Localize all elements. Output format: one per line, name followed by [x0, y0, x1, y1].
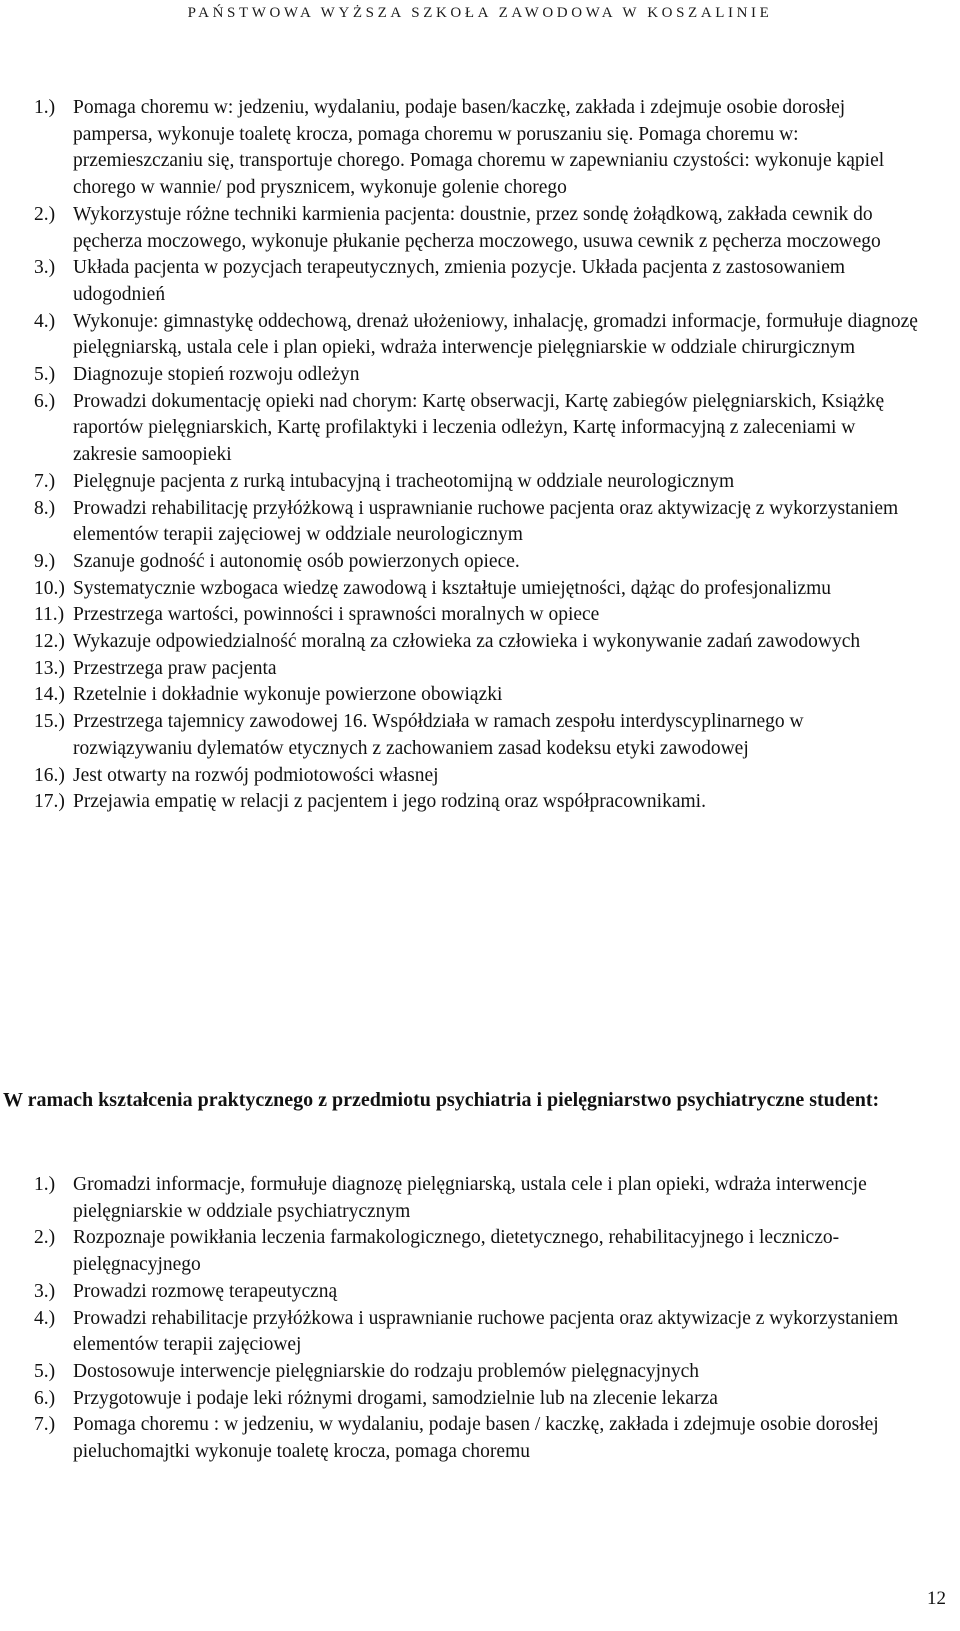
item-text: Przejawia empatię w relacji z pacjentem i jego rodziną oraz współpracownikami. — [73, 791, 706, 813]
item-number: 6.) — [34, 1387, 56, 1409]
list-item — [34, 1359, 924, 1386]
item-text: Szanuje godność i autonomię osób powierzonych opiece. — [73, 550, 520, 572]
item-number: 9.) — [34, 550, 56, 572]
item-text: Dostosowuje interwencje pielęgniarskie do rodzaju problemów pielęgnacyjnych — [73, 1360, 699, 1382]
item-text: Pielęgnuje pacjenta z rurką intubacyjną i tracheotomijną w oddziale neurologicznym — [73, 470, 735, 492]
list-item — [34, 1172, 924, 1225]
item-text: Przestrzega tajemnicy zawodowej 16. Współdziała w ramach zespołu interdyscyplinarnego w rozwiązywaniu dylematów etycznych z zachowaniem zasad kodeksu etyki zawodowej — [73, 711, 804, 759]
section-heading: W ramach kształcenia praktycznego z przedmiotu psychiatria i pielęgniarstwo psychiatryczne student: — [3, 1089, 880, 1111]
item-number: 2.) — [34, 1227, 56, 1249]
item-number: 1.) — [34, 97, 56, 118]
item-number: 17.) — [34, 791, 65, 813]
page-number: 12 — [927, 1588, 946, 1609]
list-item — [34, 309, 924, 362]
list-item — [34, 1306, 924, 1359]
item-text: Układa pacjenta w pozycjach terapeutycznych, zmienia pozycje. Układa pacjenta z zastosowaniem udogodnień — [73, 257, 846, 305]
list-item — [34, 549, 924, 576]
list-item — [34, 789, 924, 816]
item-text: Prowadzi rehabilitacje przyłóżkowa i usprawnianie ruchowe pacjenta oraz aktywizacje z wykorzystaniem elementów terapii zajęciowej — [73, 1307, 899, 1356]
item-text: Przygotowuje i podaje leki różnymi drogami, samodzielnie lub na zlecenie lekarza — [73, 1387, 718, 1409]
list-item — [34, 629, 924, 656]
list-item — [34, 709, 924, 762]
item-number: 2.) — [34, 203, 56, 225]
item-text: Diagnozuje stopień rozwoju odleżyn — [73, 364, 360, 386]
item-number: 8.) — [34, 497, 56, 519]
item-text: Prowadzi rehabilitację przyłóżkową i usprawnianie ruchowe pacjenta oraz aktywizację z wykorzystaniem elementów terapii zajęciowej w oddziale neurologicznym — [73, 497, 899, 546]
list-item — [34, 656, 924, 683]
list-item — [34, 255, 924, 308]
item-text: Wykorzystuje różne techniki karmienia pacjenta: doustnie, przez sondę żołądkową, zakłada cewnik do pęcherza moczowego, wykonuje płukanie pęcherza moczowego, usuwa cewnik z pęcherza moczowego — [73, 203, 881, 252]
item-text: Prowadzi rozmowę terapeutyczną — [73, 1280, 338, 1302]
list-item — [34, 1225, 924, 1278]
list-item — [34, 496, 924, 549]
item-text: Jest otwarty na rozwój podmiotowości własnej — [73, 764, 439, 786]
item-number: 4.) — [34, 1307, 56, 1329]
skills-list-psychiatry — [34, 1172, 924, 1466]
list-item — [34, 1279, 924, 1306]
item-number: 5.) — [34, 364, 56, 386]
list-item — [34, 469, 924, 496]
item-number: 10.) — [34, 577, 65, 599]
list-item — [34, 576, 924, 603]
list-item — [34, 1412, 924, 1465]
item-number: 14.) — [34, 684, 65, 706]
list-item — [34, 362, 924, 389]
item-number: 15.) — [34, 711, 65, 733]
institution-header: PAŃSTWOWA WYŻSZA SZKOŁA ZAWODOWA W KOSZALINIE — [187, 5, 773, 21]
item-number: 16.) — [34, 764, 65, 786]
item-text: Pomaga choremu w: jedzeniu, wydalaniu, podaje basen/kaczkę, zakłada i zdejmuje osobie dorosłej pampersa, wykonuje toaletę krocza, pomaga choremu w poruszaniu się. Pomaga choremu w: przemieszczaniu się, transportuje chorego. Pomaga choremu w zapewnianiu czystości: wykonuje kąpiel chorego w wannie/ pod prysznicem, wykonuje golenie chorego — [73, 97, 885, 199]
list-item — [34, 682, 924, 709]
list-item — [34, 1386, 924, 1413]
list-item — [34, 202, 924, 255]
list-item — [34, 763, 924, 790]
item-number: 13.) — [34, 657, 65, 679]
item-number: 3.) — [34, 1280, 56, 1302]
item-number: 7.) — [34, 1414, 56, 1436]
item-text: Systematycznie wzbogaca wiedzę zawodową i kształtuje umiejętności, dążąc do profesjonalizmu — [73, 577, 832, 599]
list-item — [34, 602, 924, 629]
item-number: 12.) — [34, 631, 65, 653]
list-item — [34, 95, 924, 202]
item-text: Rozpoznaje powikłania leczenia farmakologicznego, dietetycznego, rehabilitacyjnego i leczniczo-pielęgnacyjnego — [73, 1227, 840, 1276]
item-text: Wykazuje odpowiedzialność moralną za człowieka za człowieka i wykonywanie zadań zawodowych — [73, 631, 861, 653]
item-text: Prowadzi dokumentację opieki nad chorym: Kartę obserwacji, Kartę zabiegów pielęgniarskich, Książkę raportów pielęgniarskich, Kartę profilaktyki i leczenia odleżyn, Kartę informacyjną z zaleceniami w zakresie samoopieki — [73, 390, 885, 466]
item-text: Przestrzega praw pacjenta — [73, 657, 277, 679]
item-number: 3.) — [34, 257, 56, 279]
item-number: 1.) — [34, 1174, 56, 1195]
item-number: 6.) — [34, 390, 56, 412]
skills-list-general — [34, 95, 924, 816]
list-item — [34, 389, 924, 469]
item-text: Przestrzega wartości, powinności i sprawności moralnych w opiece — [73, 604, 600, 626]
item-text: Pomaga choremu : w jedzeniu, w wydalaniu, podaje basen / kaczkę, zakłada i zdejmuje osobie dorosłej pieluchomajtki wykonuje toaletę krocza, pomaga choremu — [73, 1414, 879, 1463]
item-number: 4.) — [34, 310, 56, 332]
item-number: 7.) — [34, 470, 56, 492]
item-text: Gromadzi informacje, formułuje diagnozę pielęgniarską, ustala cele i plan opieki, wdraża interwencje pielęgniarskie w oddziale psychiatrycznym — [73, 1174, 867, 1222]
item-number: 5.) — [34, 1360, 56, 1382]
item-number: 11.) — [34, 604, 65, 626]
item-text: Wykonuje: gimnastykę oddechową, drenaż ułożeniowy, inhalację, gromadzi informacje, formułuje diagnozę pielęgniarską, ustala cele i plan opieki, wdraża interwencje pielęgniarskie w oddziale chirurgicznym — [73, 310, 918, 359]
item-text: Rzetelnie i dokładnie wykonuje powierzone obowiązki — [73, 684, 503, 706]
